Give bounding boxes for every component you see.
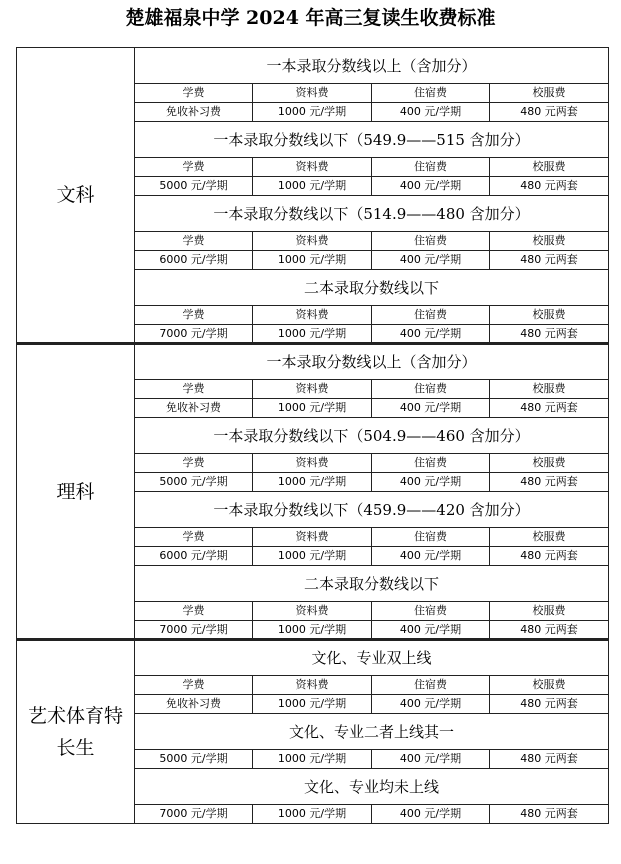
fee-value: 400 元/学期 <box>372 325 490 344</box>
fee-value: 1000 元/学期 <box>253 695 372 714</box>
fee-value: 1000 元/学期 <box>253 750 372 769</box>
tier-heading: 一本录取分数线以上（含加分） <box>135 48 609 84</box>
fee-value: 480 元两套 <box>490 695 609 714</box>
column-header: 校服费 <box>490 454 609 473</box>
category-wenke: 文科 <box>17 48 135 344</box>
column-header: 校服费 <box>490 380 609 399</box>
column-header: 资料费 <box>253 84 372 103</box>
column-header: 校服费 <box>490 84 609 103</box>
tier-heading: 一本录取分数线以下（459.9——420 含加分） <box>135 492 609 528</box>
column-header: 住宿费 <box>372 232 490 251</box>
fee-value: 480 元两套 <box>490 805 609 824</box>
fee-value: 400 元/学期 <box>372 251 490 270</box>
fee-value: 400 元/学期 <box>372 805 490 824</box>
tier-heading: 一本录取分数线以下（504.9——460 含加分） <box>135 418 609 454</box>
fee-value: 免收补习费 <box>135 695 253 714</box>
column-header: 学费 <box>135 602 253 621</box>
fee-value: 1000 元/学期 <box>253 251 372 270</box>
fee-value: 7000 元/学期 <box>135 805 253 824</box>
tier-heading: 文化、专业双上线 <box>135 640 609 676</box>
column-header: 学费 <box>135 158 253 177</box>
column-header: 校服费 <box>490 676 609 695</box>
fee-value: 480 元两套 <box>490 750 609 769</box>
fee-value: 480 元两套 <box>490 473 609 492</box>
column-header: 住宿费 <box>372 306 490 325</box>
category-like: 理科 <box>17 344 135 640</box>
column-header: 校服费 <box>490 528 609 547</box>
column-header: 校服费 <box>490 602 609 621</box>
fee-value: 1000 元/学期 <box>253 177 372 196</box>
column-header: 住宿费 <box>372 602 490 621</box>
column-header: 校服费 <box>490 306 609 325</box>
column-header: 资料费 <box>253 158 372 177</box>
column-header: 资料费 <box>253 306 372 325</box>
column-header: 学费 <box>135 676 253 695</box>
fee-value: 400 元/学期 <box>372 621 490 640</box>
fee-value: 480 元两套 <box>490 177 609 196</box>
fee-value: 400 元/学期 <box>372 473 490 492</box>
fee-table <box>16 47 609 824</box>
fee-value: 1000 元/学期 <box>253 325 372 344</box>
fee-value: 400 元/学期 <box>372 547 490 566</box>
fee-value: 1000 元/学期 <box>253 621 372 640</box>
fee-value: 400 元/学期 <box>372 103 490 122</box>
fee-value: 400 元/学期 <box>372 695 490 714</box>
tier-heading: 文化、专业二者上线其一 <box>135 714 609 750</box>
fee-value: 480 元两套 <box>490 251 609 270</box>
column-header: 住宿费 <box>372 158 490 177</box>
tier-heading: 二本录取分数线以下 <box>135 566 609 602</box>
column-header: 住宿费 <box>372 454 490 473</box>
fee-value: 5000 元/学期 <box>135 473 253 492</box>
column-header: 资料费 <box>253 380 372 399</box>
column-header: 校服费 <box>490 158 609 177</box>
page-title: 楚雄福泉中学 2024 年高三复读生收费标准 <box>125 7 496 29</box>
fee-value: 400 元/学期 <box>372 177 490 196</box>
fee-value: 1000 元/学期 <box>253 473 372 492</box>
column-header: 学费 <box>135 306 253 325</box>
fee-value: 480 元两套 <box>490 547 609 566</box>
fee-value: 5000 元/学期 <box>135 750 253 769</box>
column-header: 住宿费 <box>372 676 490 695</box>
fee-value: 1000 元/学期 <box>253 805 372 824</box>
tier-heading: 一本录取分数线以下（549.9——515 含加分） <box>135 122 609 158</box>
fee-value: 5000 元/学期 <box>135 177 253 196</box>
fee-value: 6000 元/学期 <box>135 547 253 566</box>
tier-heading: 文化、专业均未上线 <box>135 769 609 805</box>
fee-value: 480 元两套 <box>490 621 609 640</box>
column-header: 住宿费 <box>372 528 490 547</box>
column-header: 资料费 <box>253 232 372 251</box>
column-header: 资料费 <box>253 602 372 621</box>
column-header: 学费 <box>135 380 253 399</box>
column-header: 住宿费 <box>372 380 490 399</box>
fee-value: 7000 元/学期 <box>135 621 253 640</box>
fee-value: 400 元/学期 <box>372 750 490 769</box>
fee-value: 480 元两套 <box>490 103 609 122</box>
fee-value: 400 元/学期 <box>372 399 490 418</box>
fee-value: 480 元两套 <box>490 399 609 418</box>
column-header: 学费 <box>135 454 253 473</box>
fee-value: 免收补习费 <box>135 103 253 122</box>
column-header: 资料费 <box>253 528 372 547</box>
fee-value: 1000 元/学期 <box>253 399 372 418</box>
column-header: 学费 <box>135 232 253 251</box>
fee-value: 480 元两套 <box>490 325 609 344</box>
column-header: 校服费 <box>490 232 609 251</box>
column-header: 资料费 <box>253 676 372 695</box>
fee-value: 免收补习费 <box>135 399 253 418</box>
tier-heading: 一本录取分数线以下（514.9——480 含加分） <box>135 196 609 232</box>
tier-heading: 一本录取分数线以上（含加分） <box>135 344 609 380</box>
category-art-sports: 艺术体育特长生 <box>17 640 135 824</box>
column-header: 学费 <box>135 84 253 103</box>
tier-heading: 二本录取分数线以下 <box>135 270 609 306</box>
fee-value: 1000 元/学期 <box>253 103 372 122</box>
fee-value: 7000 元/学期 <box>135 325 253 344</box>
column-header: 住宿费 <box>372 84 490 103</box>
column-header: 学费 <box>135 528 253 547</box>
fee-value: 6000 元/学期 <box>135 251 253 270</box>
fee-value: 1000 元/学期 <box>253 547 372 566</box>
column-header: 资料费 <box>253 454 372 473</box>
